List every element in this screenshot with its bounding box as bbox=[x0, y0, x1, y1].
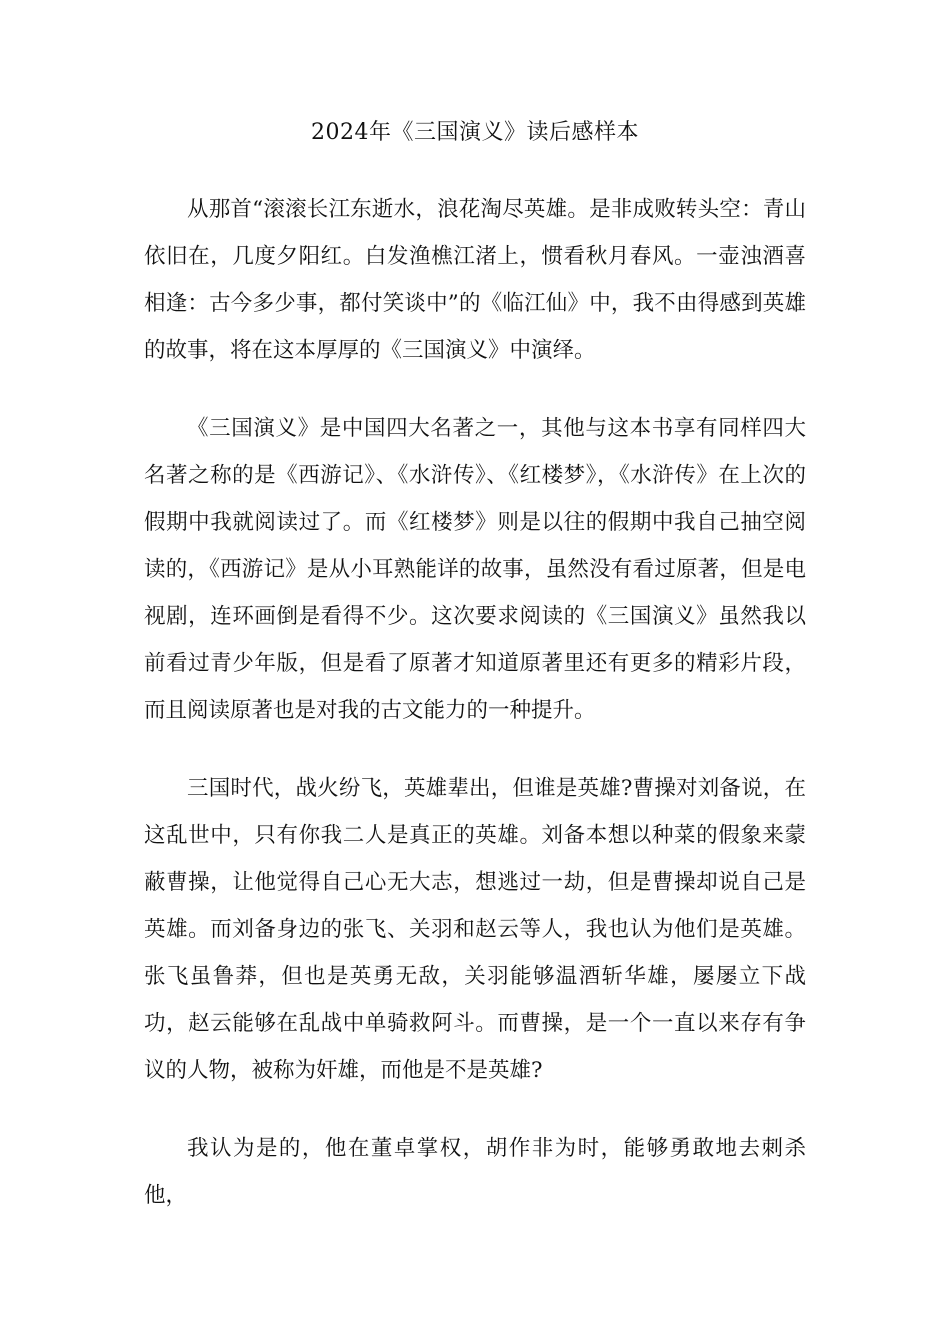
paragraph-3: 三国时代，战火纷飞，英雄辈出，但谁是英雄?曹操对刘备说，在这乱世中，只有你我二人是真正的英雄。刘备本想以种菜的假象来蒙蔽曹操，让他觉得自己心无大志，想逃过一劫，但是曹操却说自己是英雄。而刘备身边的张飞、关羽和赵云等人，我也认为他们是英雄。张飞虽鲁莽，但也是英勇无敌，关羽能够温酒斩华雄，屡屡立下战功，赵云能够在乱战中单骑救阿斗。而曹操，是一个一直以来存有争议的人物，被称为奸雄，而他是不是英雄? bbox=[144, 776, 806, 1083]
paragraph-1: 从那首“滚滚长江东逝水，浪花淘尽英雄。是非成败转头空：青山依旧在，几度夕阳红。白发渔樵江渚上，惯看秋月春风。一壶浊酒喜相逢：古今多少事，都付笑谈中”的《临江仙》中，我不由得感到英雄的故事，将在这本厚厚的《三国演义》中演绎。 bbox=[144, 197, 806, 363]
paragraph-2: 《三国演义》是中国四大名著之一，其他与这本书享有同样四大名著之称的是《西游记》、《水浒传》、《红楼梦》，《水浒传》在上次的假期中我就阅读过了。而《红楼梦》则是以往的假期中我自己抽空阅读的，《西游记》是从小耳熟能详的故事，虽然没有看过原著，但是电视剧，连环画倒是看得不少。这次要求阅读的《三国演义》虽然我以前看过青少年版，但是看了原著才知道原著里还有更多的精彩片段，而且阅读原著也是对我的古文能力的一种提升。 bbox=[144, 416, 806, 723]
document-body bbox=[144, 186, 806, 1250]
document-title: 2024年《三国演义》读后感样本 bbox=[311, 120, 639, 145]
paragraph-4: 我认为是的，他在董卓掌权，胡作非为时，能够勇敢地去刺杀他， bbox=[144, 1136, 806, 1208]
